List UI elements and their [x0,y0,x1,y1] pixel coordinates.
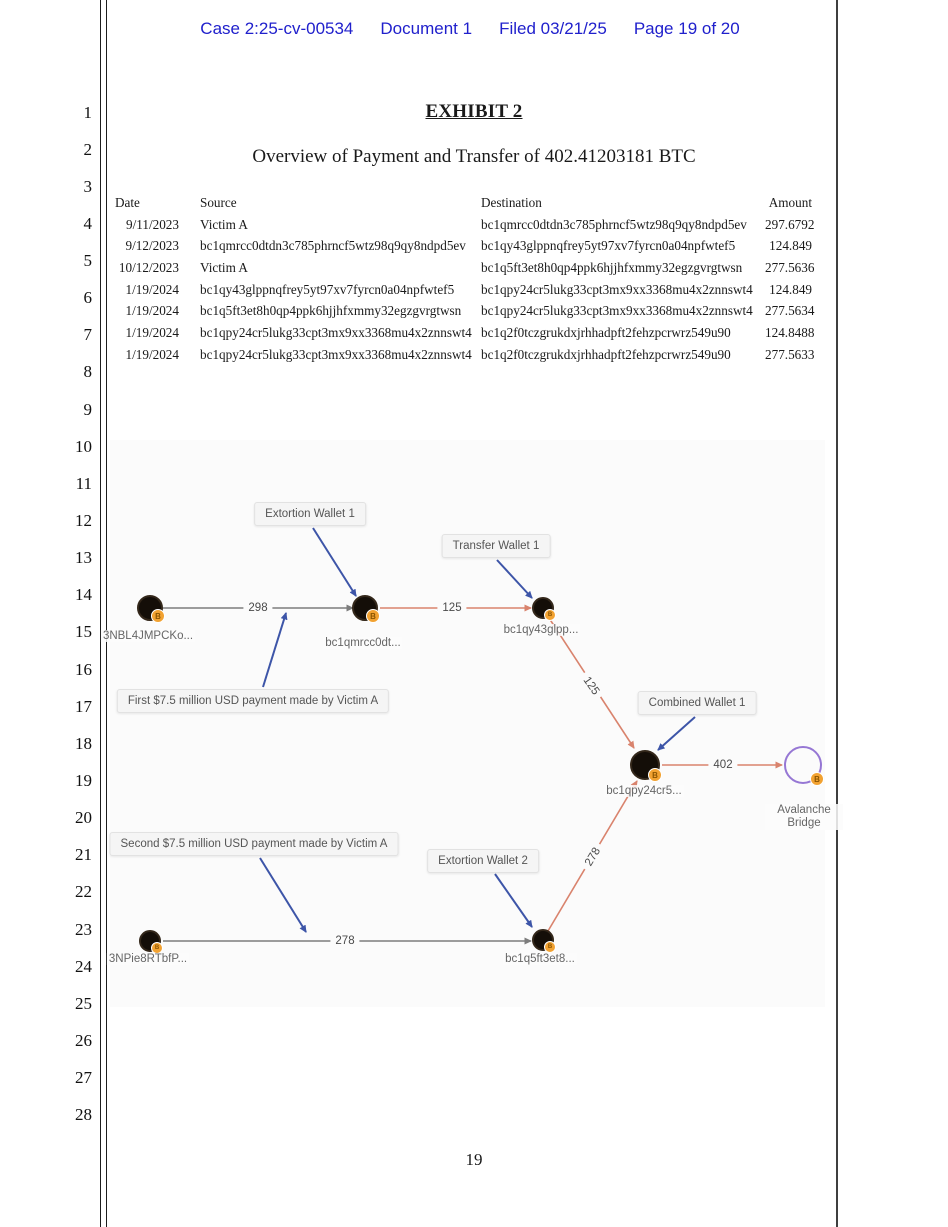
document-number: Document 1 [380,19,473,38]
line-number: 21 [75,845,92,865]
annotation-label: Transfer Wallet 1 [442,534,551,558]
line-number: 28 [75,1105,92,1125]
annotation-arrow [313,528,356,596]
transactions-table [115,192,815,366]
line-number: 27 [75,1068,92,1088]
cell-date: 1/19/2024 [125,281,179,297]
flow-diagram [102,440,831,1007]
line-number: 1 [83,102,92,122]
line-number: 16 [75,659,92,679]
annotation-label: Second $7.5 million USD payment made by Victim A [110,832,399,856]
annotation-label: Extortion Wallet 2 [427,849,539,873]
bitcoin-badge-icon: B [648,768,662,782]
cell-date: 9/12/2023 [125,238,179,254]
exhibit-subtitle: Overview of Payment and Transfer of 402.41203181 BTC [252,146,696,167]
cell-date: 1/19/2024 [125,346,179,362]
page-of: Page 19 of 20 [633,19,740,38]
wallet-node [137,595,163,621]
wallet-node [352,595,378,621]
line-number: 13 [75,548,92,568]
bitcoin-badge-icon: B [151,609,165,623]
line-number: 8 [83,362,92,382]
bridge-node [784,746,822,784]
table-row [115,257,815,279]
exhibit-title: EXHIBIT 2 [425,101,523,122]
table-row [115,214,815,236]
annotation-label: Extortion Wallet 1 [254,502,366,526]
annotation-arrow [495,874,532,927]
cell-source: bc1qpy24cr5lukg33cpt3mx9xx3368mu4x2znnswt4 [200,346,472,362]
line-number: 25 [75,993,92,1013]
edge-amount-label: 278 [330,935,359,947]
wallet-node [630,750,660,780]
line-number: 26 [75,1031,92,1051]
col-header-amount: Amount [768,194,812,210]
court-header-stamp [104,19,836,39]
node-address-label: bc1q5ft3et8... [505,953,575,965]
line-number: 17 [75,696,92,716]
bitcoin-badge-icon: B [544,609,556,621]
line-number: 4 [83,213,92,233]
bitcoin-badge-icon: B [366,609,380,623]
line-number: 3 [83,176,92,196]
node-address-label: Avalanche Bridge [765,804,843,830]
line-number: 11 [75,473,92,493]
line-number: 15 [75,622,92,642]
cell-source: Victim A [200,216,248,232]
cell-source: bc1qy43glppnqfrey5yt97xv7fyrcn0a04npfwtef5 [200,281,455,297]
wallet-node [532,929,554,951]
bitcoin-badge-icon: B [151,942,163,954]
cell-amount: 277.5633 [765,346,815,362]
edge-amount-label: 125 [437,602,466,614]
edge-amount-label: 278 [580,841,605,872]
annotation-arrow [497,560,532,598]
line-number: 10 [75,436,92,456]
bitcoin-badge-icon: B [544,941,556,953]
edge-amount-label: 298 [243,602,272,614]
filed-date: Filed 03/21/25 [499,19,607,38]
table-row [115,279,812,301]
left-double-rule [100,0,107,1227]
cell-destination: bc1q5ft3et8h0qp4ppk6hjjhfxmmy32egzgvrgtwsn [481,259,743,275]
cell-destination: bc1qpy24cr5lukg33cpt3mx9xx3368mu4x2znnswt4 [481,281,753,297]
line-number: 22 [75,882,92,902]
node-address-label: 3NPie8RTbfP... [108,953,188,965]
annotation-arrow [263,613,286,687]
cell-destination: bc1qy43glppnqfrey5yt97xv7fyrcn0a04npfwtef5 [481,238,736,254]
page-number: 19 [465,1150,483,1169]
table-row [115,322,815,344]
pleading-line-numbers [56,94,92,1134]
flow-edges-canvas [110,440,825,1007]
cell-source: bc1qmrcc0dtdn3c785phrncf5wtz98q9qy8ndpd5ev [200,238,466,254]
table-row [115,300,815,322]
line-number: 12 [75,511,92,531]
wallet-node [532,597,554,619]
bitcoin-badge-icon: B [810,772,824,786]
node-address-label: 3NBL4JMPCKo... [102,630,194,642]
line-number: 20 [75,808,92,828]
cell-source: bc1q5ft3et8h0qp4ppk6hjjhfxmmy32egzgvrgtwsn [200,303,462,319]
node-address-label: bc1qy43glpp... [503,624,579,636]
cell-amount: 124.8488 [765,324,815,340]
annotation-arrow [658,717,695,750]
node-address-label: bc1qmrcc0dt... [325,637,401,649]
case-number: Case 2:25-cv-00534 [200,19,354,38]
cell-amount: 277.5634 [765,303,815,319]
node-address-label: bc1qpy24cr5... [606,785,682,797]
wallet-node [139,930,161,952]
table-header-row [115,192,812,214]
edge-amount-label: 125 [578,671,605,702]
right-rule [836,0,838,1227]
cell-amount: 297.6792 [765,216,815,232]
cell-destination: bc1q2f0tczgrukdxjrhhadpft2fehzpcrwrz549u90 [481,324,731,340]
cell-amount: 277.5636 [765,259,815,275]
annotation-label: First $7.5 million USD payment made by Victim A [117,689,389,713]
col-header-destination: Destination [481,194,542,210]
line-number: 7 [83,325,92,345]
cell-date: 9/11/2023 [126,216,179,232]
annotation-label: Combined Wallet 1 [638,691,757,715]
annotation-arrow [260,858,306,932]
table-row [115,344,815,366]
line-number: 6 [83,288,92,308]
edge-amount-label: 402 [708,759,737,771]
cell-date: 10/12/2023 [118,259,179,275]
col-header-date: Date [115,194,140,210]
table-body [115,214,815,366]
line-number: 14 [75,585,92,605]
cell-destination: bc1qmrcc0dtdn3c785phrncf5wtz98q9qy8ndpd5ev [481,216,747,232]
cell-date: 1/19/2024 [125,303,179,319]
line-number: 19 [75,771,92,791]
line-number: 9 [83,399,92,419]
line-number: 2 [83,139,92,159]
cell-source: Victim A [200,259,248,275]
line-number: 23 [75,919,92,939]
cell-amount: 124.849 [769,238,812,254]
line-number: 5 [83,251,92,271]
cell-amount: 124.849 [769,281,812,297]
cell-source: bc1qpy24cr5lukg33cpt3mx9xx3368mu4x2znnswt4 [200,324,472,340]
cell-destination: bc1q2f0tczgrukdxjrhhadpft2fehzpcrwrz549u90 [481,346,731,362]
table-row [115,235,812,257]
line-number: 18 [75,733,92,753]
cell-date: 1/19/2024 [125,324,179,340]
line-number: 24 [75,956,92,976]
cell-destination: bc1qpy24cr5lukg33cpt3mx9xx3368mu4x2znnswt4 [481,303,753,319]
col-header-source: Source [200,194,237,210]
